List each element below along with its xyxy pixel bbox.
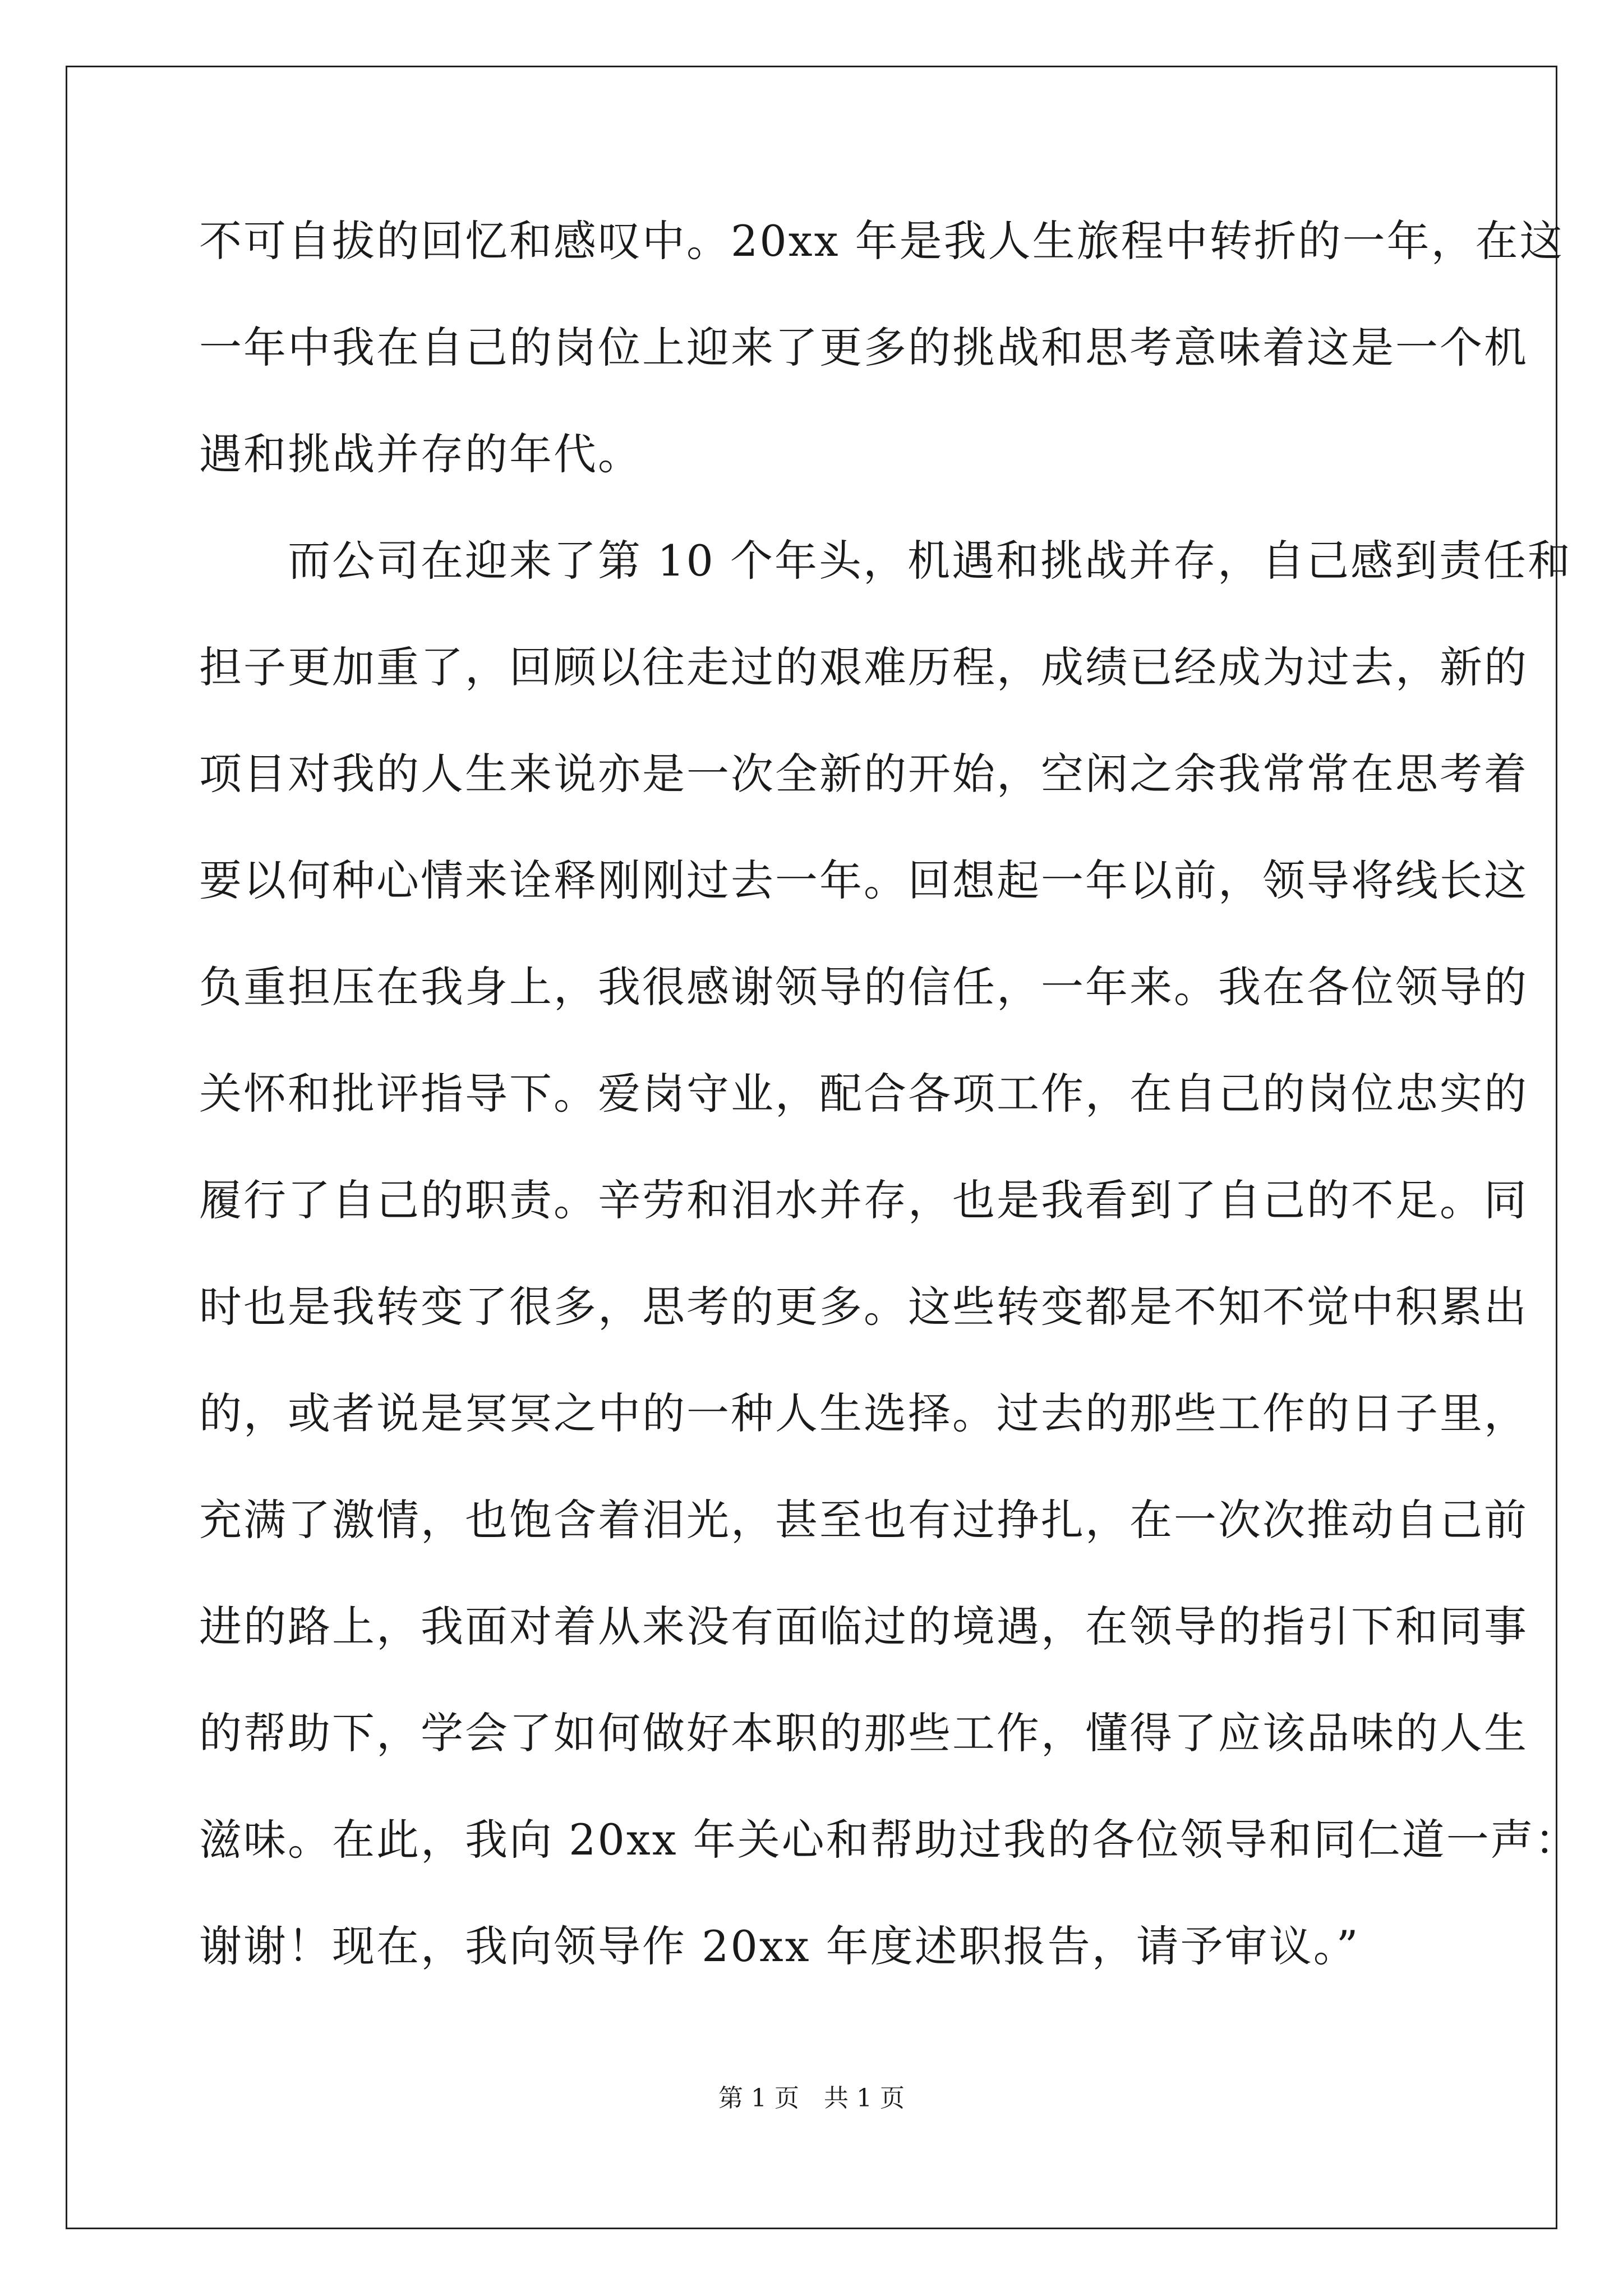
page-border: [66, 66, 1557, 2229]
text-line: 的帮助下，学会了如何做好本职的那些工作，懂得了应该品味的人生: [199, 1708, 1528, 1758]
text-line: 负重担压在我身上，我很感谢领导的信任，一年来。我在各位领导的: [199, 962, 1528, 1012]
text-line: 项目对我的人生来说亦是一次全新的开始，空闲之余我常常在思考着: [199, 749, 1528, 799]
text-line: 的，或者说是冥冥之中的一种人生选择。过去的那些工作的日子里，: [199, 1388, 1528, 1438]
text-line: 一年中我在自己的岗位上迎来了更多的挑战和思考意味着这是一个机: [199, 323, 1528, 372]
text-line: 时也是我转变了很多，思考的更多。这些转变都是不知不觉中积累出: [199, 1282, 1528, 1332]
text-line: 担子更加重了，回顾以往走过的艰难历程，成绩已经成为过去，新的: [199, 642, 1528, 692]
page-number-footer: 第 1 页 共 1 页: [718, 2084, 905, 2113]
text-line: 滋味。在此，我向 20xx 年关心和帮助过我的各位领导和同仁道一声：: [199, 1815, 1579, 1865]
paragraph-start-line: 而公司在迎来了第 10 个年头，机遇和挑战并存，自己感到责任和: [199, 536, 1573, 586]
text-line: 谢谢！现在，我向领导作 20xx 年度述职报告，请予审议。”: [199, 1921, 1360, 1971]
text-line: 履行了自己的职责。辛劳和泪水并存，也是我看到了自己的不足。同: [199, 1175, 1528, 1225]
text-line: 不可自拔的回忆和感叹中。20xx 年是我人生旅程中转折的一年，在这: [199, 216, 1564, 266]
text-line: 关怀和批评指导下。爱岗守业，配合各项工作，在自己的岗位忠实的: [199, 1069, 1528, 1119]
text-line: 要以何种心情来诠释刚刚过去一年。回想起一年以前，领导将线长这: [199, 855, 1528, 905]
text-line: 充满了激情，也饱含着泪光，甚至也有过挣扎，在一次次推动自己前: [199, 1495, 1528, 1545]
text-line: 遇和挑战并存的年代。: [199, 429, 642, 479]
text-line: 进的路上，我面对着从来没有面临过的境遇，在领导的指引下和同事: [199, 1602, 1528, 1651]
